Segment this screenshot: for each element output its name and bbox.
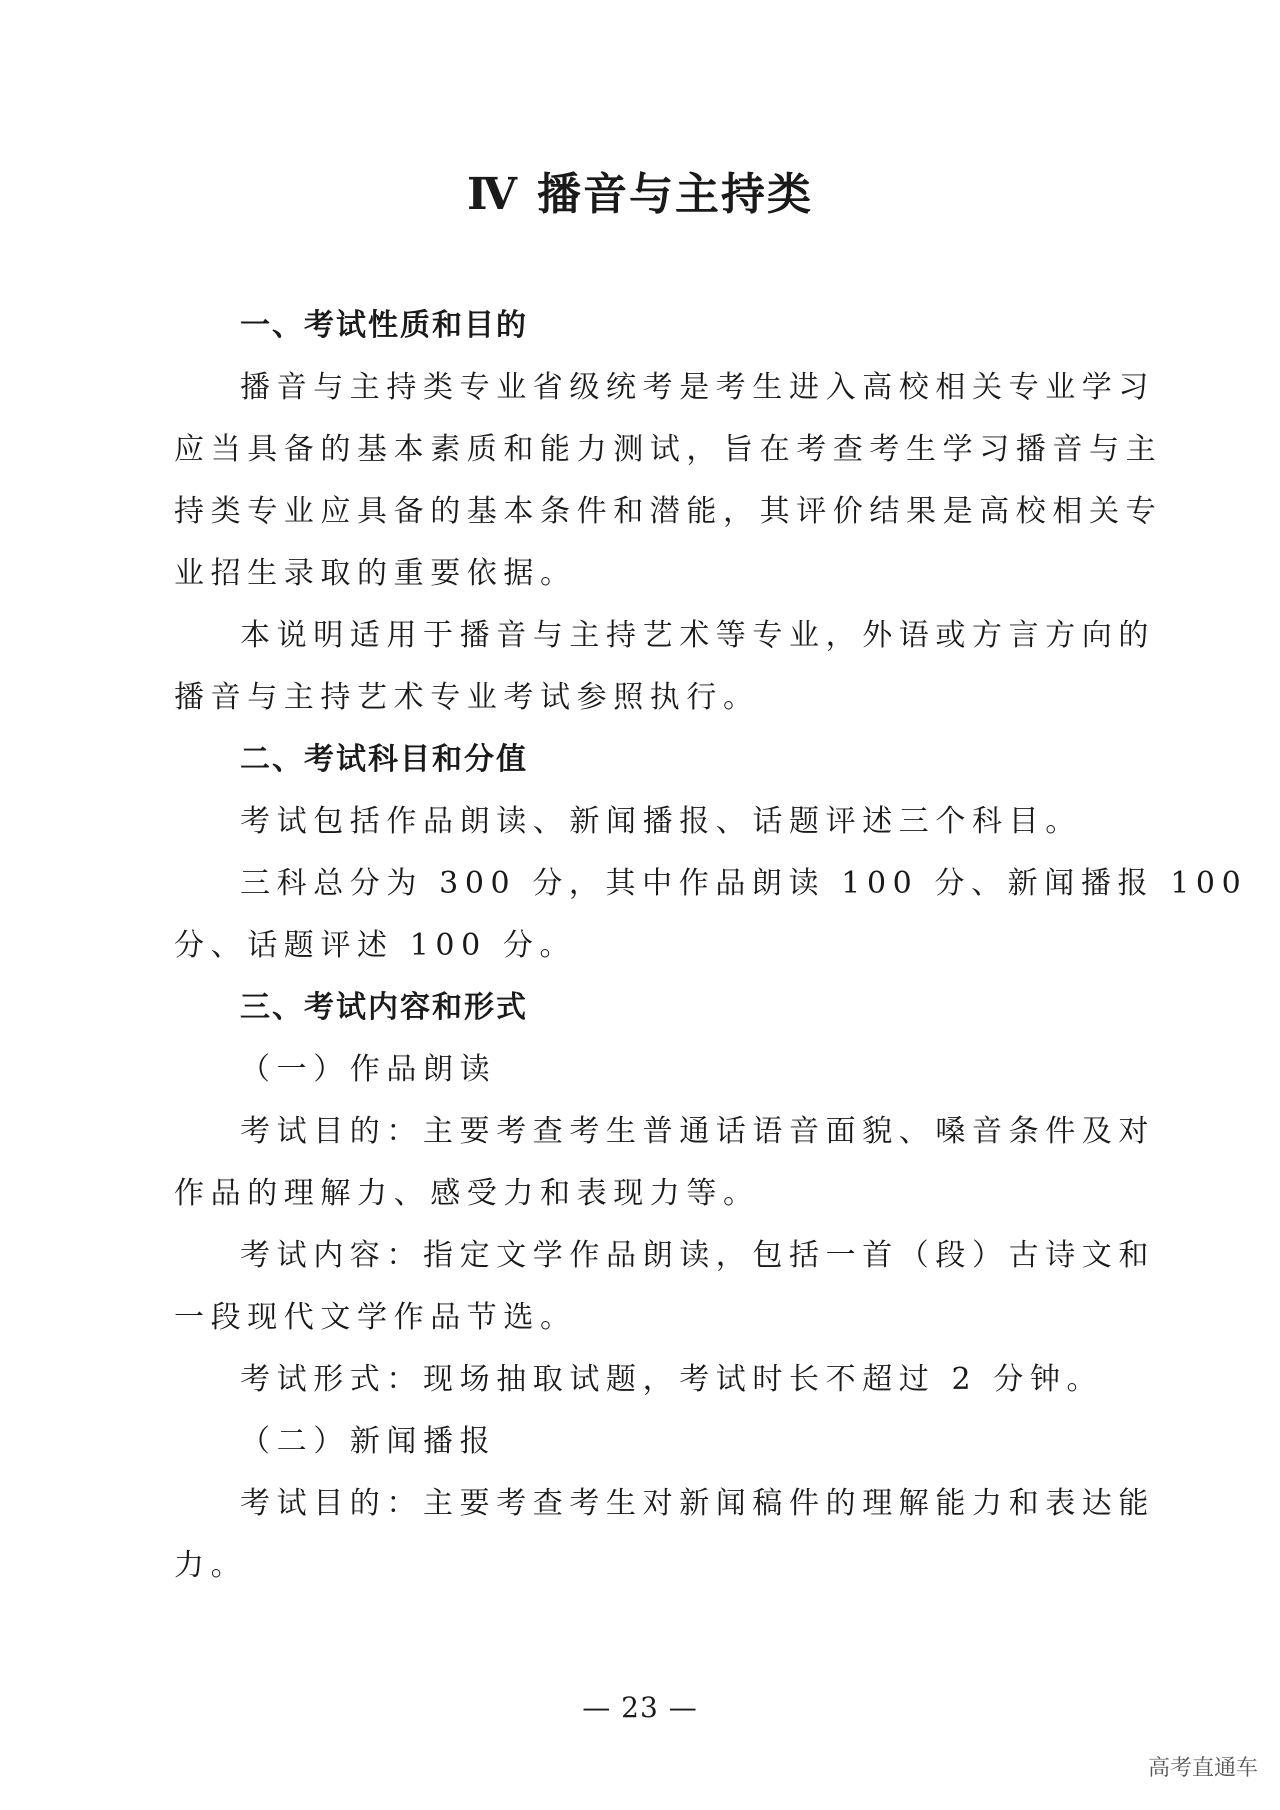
page-title [0,165,1280,225]
text-line: 本说明适用于播音与主持艺术等专业，外语或方言方向的 [240,618,1155,653]
text-line: 考试形式：现场抽取试题，考试时长不超过 2 分钟。 [240,1362,1104,1397]
text-line: 作品的理解力、感受力和表现力等。 [174,1176,760,1211]
text-line: 持类专业应具备的基本条件和潜能，其评价结果是高校相关专 [174,494,1163,529]
text-line: 考试内容：指定文学作品朗读，包括一首（段）古诗文和 [240,1238,1155,1273]
text-line: 播音与主持艺术专业考试参照执行。 [174,680,760,715]
section-heading: 二、考试科目和分值 [240,742,528,777]
text-line: 一段现代文学作品节选。 [174,1300,577,1335]
page-number: — 23 — [582,1691,698,1724]
text-line: 分、话题评述 100 分。 [174,928,577,963]
text-line: （一）作品朗读 [240,1052,497,1087]
section-heading: 三、考试内容和形式 [240,990,528,1025]
document-body [174,295,1248,1597]
text-line: 播音与主持类专业省级统考是考生进入高校相关专业学习 [240,370,1155,405]
section-heading: 一、考试性质和目的 [240,308,528,343]
text-line: 力。 [174,1548,248,1583]
text-line: 三科总分为 300 分，其中作品朗读 100 分、新闻播报 100 [240,866,1248,901]
text-line: （二）新闻播报 [240,1424,497,1459]
text-line: 考试目的：主要考查考生普通话语音面貌、嗓音条件及对 [240,1114,1155,1149]
text-line: 考试包括作品朗读、新闻播报、话题评述三个科目。 [240,804,1082,839]
title-numeral: Ⅳ [467,169,519,220]
text-line: 应当具备的基本素质和能力测试，旨在考查考生学习播音与主 [174,432,1163,467]
text-line: 考试目的：主要考查考生对新闻稿件的理解能力和表达能 [240,1486,1155,1521]
title-text: 播音与主持类 [536,169,813,220]
text-line: 业招生录取的重要依据。 [174,556,577,591]
watermark-text: 高考直通车 [1147,1756,1258,1781]
